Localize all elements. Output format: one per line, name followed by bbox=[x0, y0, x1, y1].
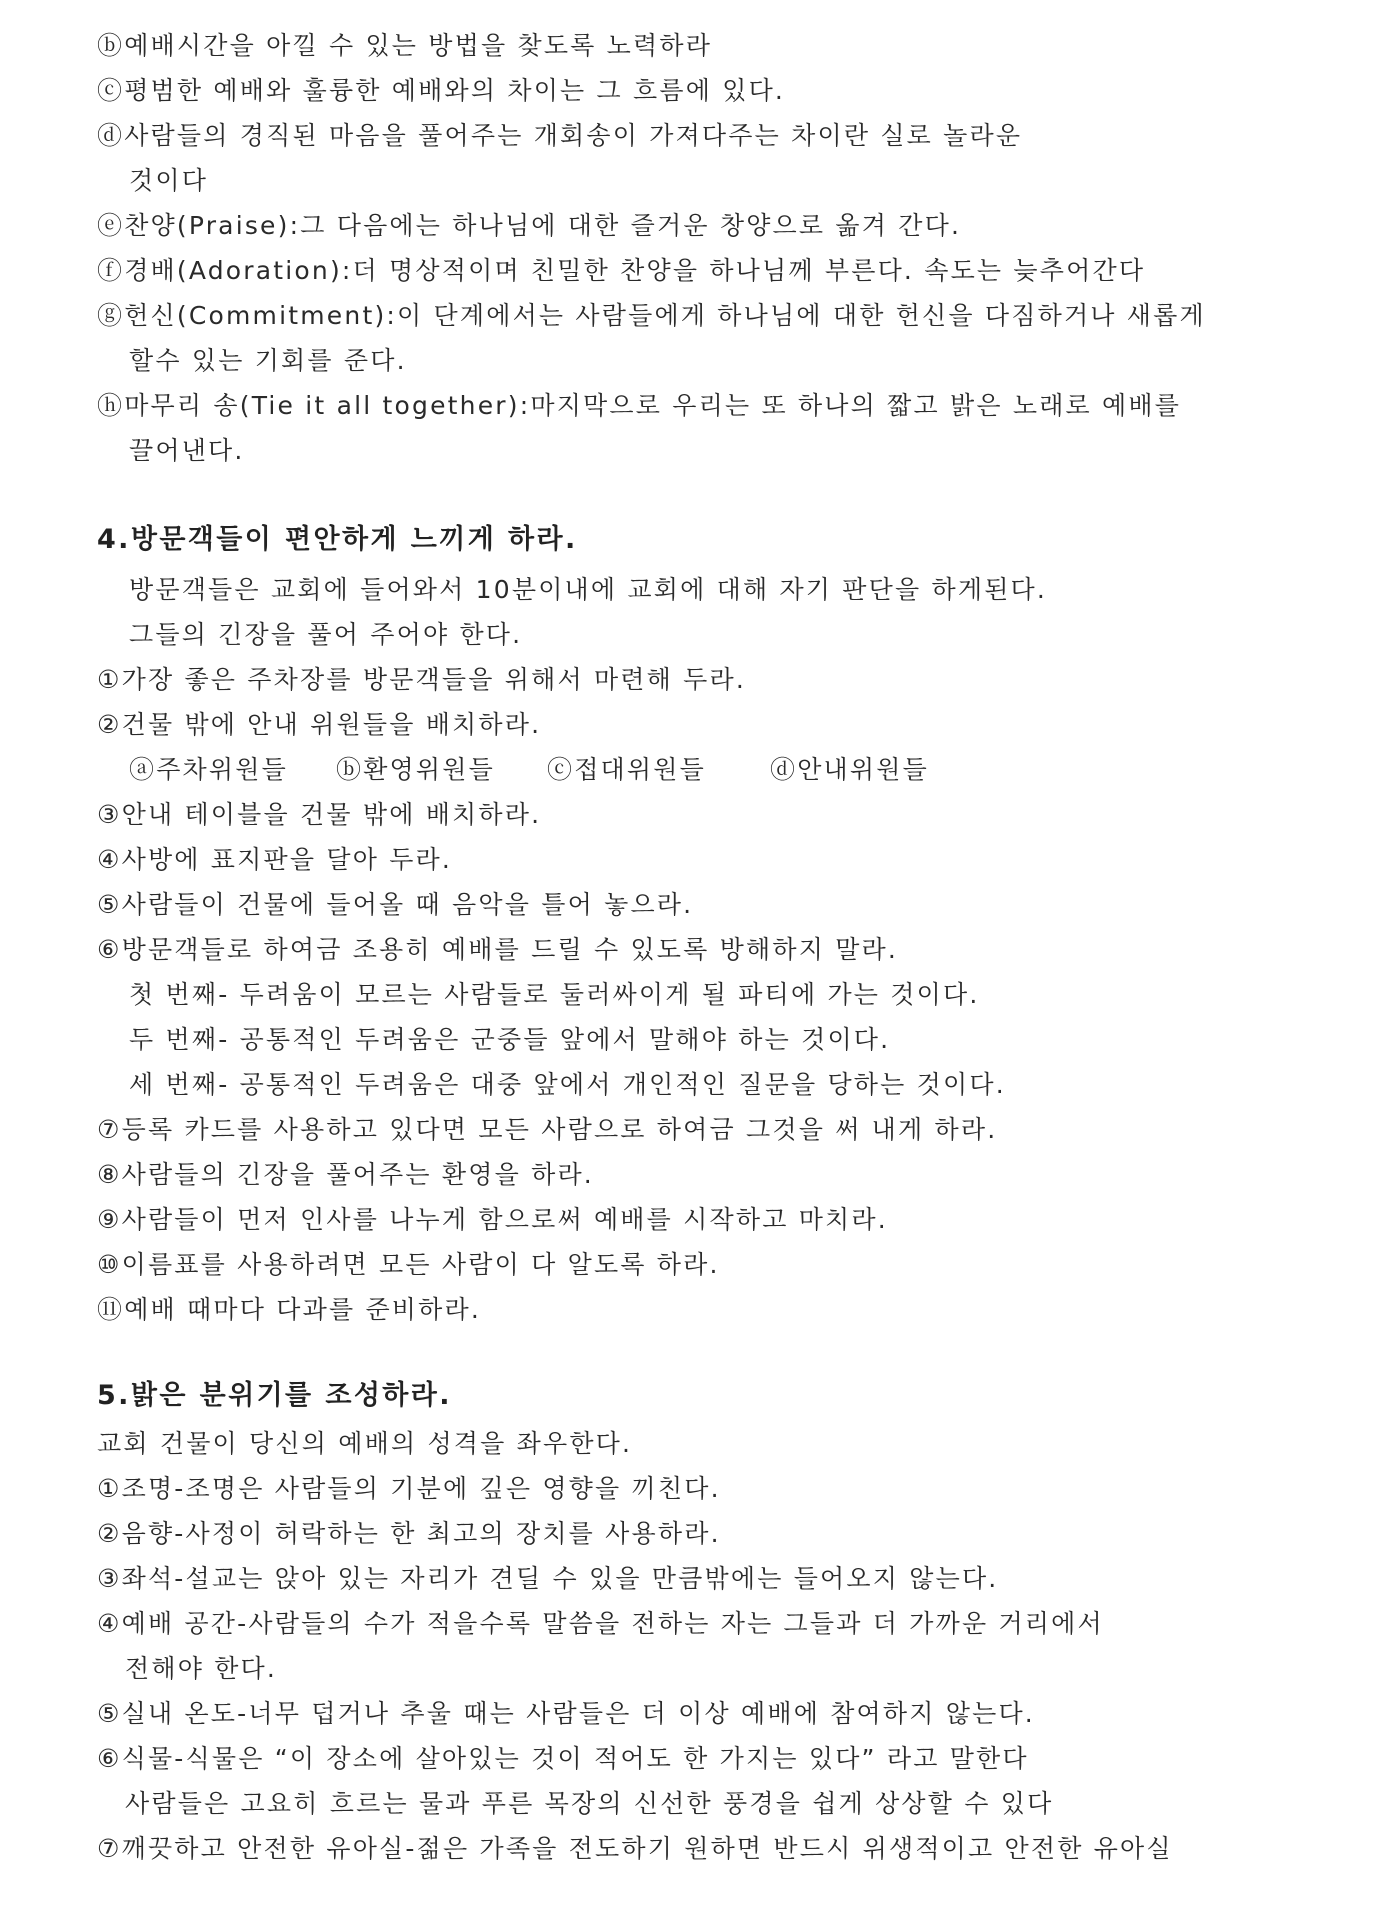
list-item: ③좌석-설교는 앉아 있는 자리가 견딜 수 있을 만큼밖에는 들어오지 않는다. bbox=[97, 1564, 999, 1593]
list-item-continuation: 할수 있는 기회를 준다. bbox=[129, 346, 407, 375]
paragraph-line: 그들의 긴장을 풀어 주어야 한다. bbox=[129, 620, 523, 649]
list-item: ④예배 공간-사람들의 수가 적을수록 말씀을 전하는 자는 그들과 더 가까운 거리에서 bbox=[97, 1609, 1104, 1638]
list-item: ⑤실내 온도-너무 덥거나 추울 때는 사람들은 더 이상 예배에 참여하지 않는다. bbox=[97, 1699, 1035, 1728]
list-item: ③안내 테이블을 건물 밖에 배치하라. bbox=[97, 800, 542, 829]
list-item: ⑨사람들이 먼저 인사를 나누게 함으로써 예배를 시작하고 마치라. bbox=[97, 1205, 888, 1234]
sub-item: ⓒ접대위원들 bbox=[547, 755, 706, 784]
paragraph-line: 방문객들은 교회에 들어와서 10분이내에 교회에 대해 자기 판단을 하게된다. bbox=[129, 575, 1048, 604]
list-item: ⑥방문객들로 하여금 조용히 예배를 드릴 수 있도록 방해하지 말라. bbox=[97, 935, 899, 964]
list-item-continuation: 전해야 한다. bbox=[125, 1654, 278, 1683]
list-item-continuation: 것이다 bbox=[129, 166, 209, 195]
paragraph-line: 교회 건물이 당신의 예배의 성격을 좌우한다. bbox=[97, 1429, 633, 1458]
list-item: ②음향-사정이 허락하는 한 최고의 장치를 사용하라. bbox=[97, 1519, 721, 1548]
list-item-detail: 두 번째- 공통적인 두려움은 군중들 앞에서 말해야 하는 것이다. bbox=[129, 1025, 891, 1054]
list-item-detail: 첫 번째- 두려움이 모르는 사람들로 둘러싸이게 될 파티에 가는 것이다. bbox=[129, 980, 980, 1009]
list-item-detail: 세 번째- 공통적인 두려움은 대중 앞에서 개인적인 질문을 당하는 것이다. bbox=[129, 1070, 1006, 1099]
list-item: ⑦깨끗하고 안전한 유아실-젊은 가족을 전도하기 원하면 반드시 위생적이고 안전한 유아실 bbox=[97, 1834, 1173, 1863]
list-item: ①조명-조명은 사람들의 기분에 깊은 영향을 끼친다. bbox=[97, 1474, 721, 1503]
list-item: ②건물 밖에 안내 위원들을 배치하라. bbox=[97, 710, 542, 739]
list-item: ⓕ경배(Adoration):더 명상적이며 친밀한 찬양을 하나님께 부른다. 속도는 늦추어간다 bbox=[97, 256, 1146, 285]
section-heading: 5.밝은 분위기를 조성하라. bbox=[97, 1380, 452, 1411]
sub-item: ⓐ주차위원들 bbox=[129, 755, 288, 784]
list-item: ⓔ찬양(Praise):그 다음에는 하나님에 대한 즐거운 창양으로 옮겨 간다. bbox=[97, 211, 962, 240]
list-item: ⓗ마무리 송(Tie it all together):마지막으로 우리는 또 하나의 짧고 밝은 노래로 예배를 bbox=[97, 391, 1182, 420]
list-item: ⓑ예배시간을 아낄 수 있는 방법을 찾도록 노력하라 bbox=[97, 31, 713, 60]
list-item: ⓒ평범한 예배와 훌륭한 예배와의 차이는 그 흐름에 있다. bbox=[97, 76, 786, 105]
list-item: ⓓ사람들의 경직된 마음을 풀어주는 개회송이 가져다주는 차이란 실로 놀라운 bbox=[97, 121, 1023, 150]
list-item: ⑧사람들의 긴장을 풀어주는 환영을 하라. bbox=[97, 1160, 594, 1189]
sub-item: ⓑ환영위원들 bbox=[336, 755, 495, 784]
list-item: ①가장 좋은 주차장를 방문객들을 위해서 마련해 두라. bbox=[97, 665, 746, 694]
sub-item: ⓓ안내위원들 bbox=[770, 755, 929, 784]
list-item: ⑦등록 카드를 사용하고 있다면 모든 사람으로 하여금 그것을 써 내게 하라. bbox=[97, 1115, 998, 1144]
list-item: ⑥식물-식물은 “이 장소에 살아있는 것이 적어도 한 가지는 있다” 라고 말한다 bbox=[97, 1744, 1029, 1773]
list-item: ⓖ헌신(Commitment):이 단계에서는 사람들에게 하나님에 대한 헌신을 다짐하거나 새롭게 bbox=[97, 301, 1206, 330]
section-heading: 4.방문객들이 편안하게 느끼게 하라. bbox=[97, 524, 578, 555]
list-item-continuation: 끌어낸다. bbox=[129, 436, 245, 465]
list-item: ⑤사람들이 건물에 들어올 때 음악을 틀어 놓으라. bbox=[97, 890, 694, 919]
list-item-continuation: 사람들은 고요히 흐르는 물과 푸른 목장의 신선한 풍경을 쉽게 상상할 수 있다 bbox=[125, 1789, 1054, 1818]
list-item: ⑪예배 때마다 다과를 준비하라. bbox=[97, 1295, 481, 1324]
list-item: ⑩이름표를 사용하려면 모든 사람이 다 알도록 하라. bbox=[97, 1250, 720, 1279]
list-item: ④사방에 표지판을 달아 두라. bbox=[97, 845, 453, 874]
